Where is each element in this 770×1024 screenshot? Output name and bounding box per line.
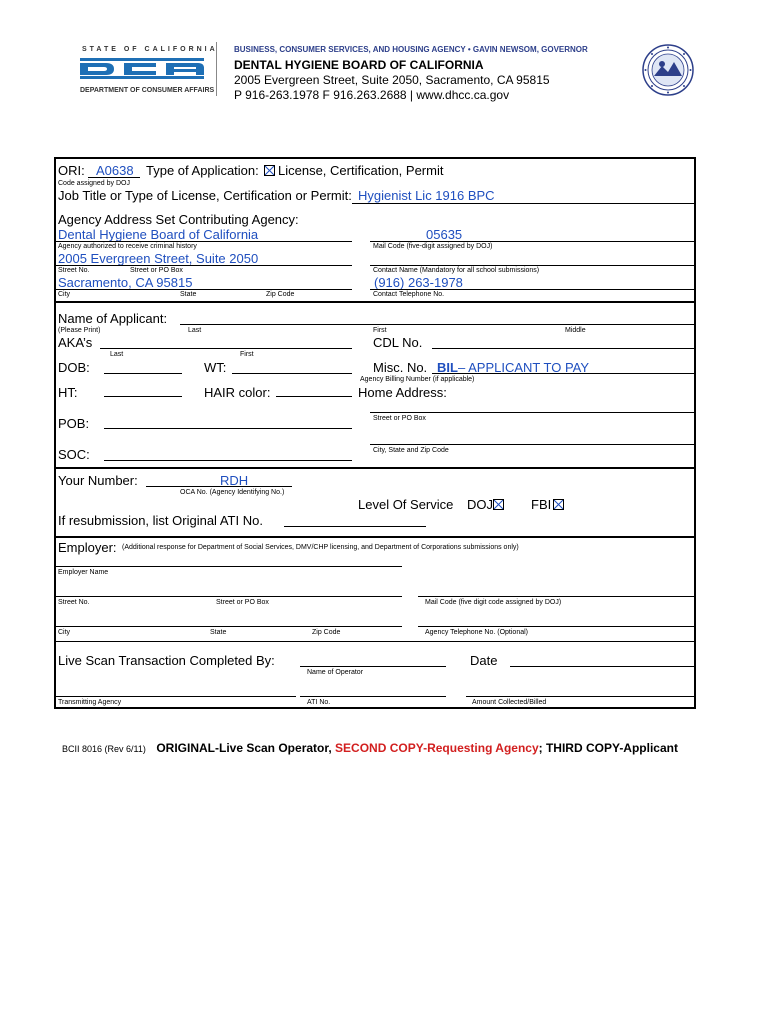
employer-phone-caption: Agency Telephone No. (Optional): [425, 629, 528, 636]
street-no-caption: Street No.: [58, 267, 90, 274]
copy-original: ORIGINAL-Live Scan Operator,: [156, 741, 336, 755]
city-caption: City: [58, 291, 71, 298]
street-line: [56, 265, 352, 266]
billing-caption: Agency Billing Number (if applicable): [360, 376, 475, 383]
street-po-caption: Street or PO Box: [130, 267, 183, 274]
employer-mail-code-line: [418, 596, 694, 597]
your-number-line: [146, 486, 292, 487]
header-divider: [216, 42, 217, 96]
section-divider-4: [54, 641, 696, 642]
applicant-middle-caption: Middle: [565, 327, 586, 334]
applicant-last-caption: Last: [188, 327, 202, 334]
misc-line: [432, 373, 694, 374]
type-value: License, Certification, Permit: [278, 163, 444, 178]
ht-line: [104, 396, 182, 397]
hair-label: HAIR color:: [204, 385, 271, 400]
akas-label: AKA’s: [58, 335, 93, 350]
zip-caption: Zip Code: [266, 291, 295, 298]
soc-line: [104, 460, 352, 461]
employer-city-line: [56, 626, 402, 627]
type-label: Type of Application:: [146, 163, 259, 178]
ori-label: ORI:: [58, 163, 85, 178]
job-label: Job Title or Type of License, Certification or Permit:: [58, 188, 352, 203]
employer-street-line: [56, 596, 402, 597]
phone-line: [370, 289, 694, 290]
employer-name-line: [56, 566, 402, 567]
date-line: [510, 666, 694, 667]
transmitting-caption: Transmitting Agency: [58, 699, 122, 706]
agency-line: BUSINESS, CONSUMER SERVICES, AND HOUSING AGENCY • GAVIN NEWSOM, GOVERNOR: [234, 45, 588, 54]
ori-value[interactable]: A0638: [96, 163, 134, 178]
doj-label: DOJ: [467, 497, 493, 512]
phone-value[interactable]: (916) 263-1978: [374, 275, 463, 290]
state-seal: [642, 44, 694, 96]
livescan-completed-label: Live Scan Transaction Completed By:: [58, 653, 275, 668]
please-print-caption: (Please Print): [58, 327, 101, 334]
employer-street-po-caption: Street or PO Box: [216, 599, 269, 606]
agency-address-label: Agency Address Set Contributing Agency:: [58, 212, 299, 227]
dca-logo-graphic: [80, 54, 204, 84]
home-street-line: [370, 412, 694, 413]
hair-line: [276, 396, 352, 397]
dob-label: DOB:: [58, 360, 90, 375]
dca-logo: [80, 54, 204, 84]
misc-label: Misc. No.: [373, 360, 428, 375]
street-value[interactable]: 2005 Evergreen Street, Suite 2050: [58, 251, 259, 266]
employer-state-caption: State: [210, 629, 227, 636]
misc-value[interactable]: – APPLICANT TO PAY: [458, 360, 590, 375]
transmitting-line: [56, 696, 296, 697]
aka-first-caption: First: [240, 351, 254, 358]
employer-phone-line: [418, 626, 694, 627]
ati-caption: ATI No.: [307, 699, 331, 706]
board-address: 2005 Evergreen Street, Suite 2050, Sacramento, CA 95815: [234, 73, 550, 87]
fbi-label: FBI: [531, 497, 552, 512]
employer-city-caption: City: [58, 629, 71, 636]
resubmission-line: [284, 526, 426, 527]
amount-line: [466, 696, 694, 697]
footer: [62, 739, 678, 757]
cdl-line: [432, 348, 694, 349]
applicant-name-label: Name of Applicant:: [58, 311, 168, 326]
copy-second: SECOND COPY-Requesting Agency: [335, 741, 539, 755]
home-street-caption: Street or PO Box: [373, 415, 426, 422]
section-divider-1: [54, 301, 696, 303]
resubmission-label: If resubmission, list Original ATI No.: [58, 513, 263, 528]
job-field-line: [352, 203, 694, 204]
dob-line: [104, 373, 182, 374]
fbi-checkbox[interactable]: [553, 499, 564, 510]
employer-mail-code-caption: Mail Code (five digit code assigned by DOJ): [425, 599, 562, 606]
agency-name-line: [56, 241, 352, 242]
akas-line: [100, 348, 352, 349]
agency-name[interactable]: Dental Hygiene Board of California: [58, 227, 259, 242]
mail-code-line: [370, 241, 694, 242]
doj-checkbox[interactable]: [493, 499, 504, 510]
employer-street-no-caption: Street No.: [58, 599, 90, 606]
checkbox-x-icon: [494, 500, 503, 509]
mail-code-value[interactable]: 05635: [426, 227, 463, 242]
job-value[interactable]: Hygienist Lic 1916 BPC: [358, 188, 495, 203]
mail-code-caption: Mail Code (five-digit assigned by DOJ): [373, 243, 493, 250]
employer-note: (Additional response for Department of Social Services, DMV/CHP licensing, and Department of Corporations submissions only): [122, 544, 519, 551]
checkbox-x-icon: [265, 166, 274, 175]
oca-caption: OCA No. (Agency Identifying No.): [180, 489, 285, 496]
employer-zip-caption: Zip Code: [312, 629, 341, 636]
board-name: DENTAL HYGIENE BOARD OF CALIFORNIA: [234, 58, 484, 72]
soc-label: SOC:: [58, 447, 90, 462]
home-address-label: Home Address:: [358, 385, 447, 400]
operator-line: [300, 666, 446, 667]
pob-label: POB:: [58, 416, 90, 431]
state-label: STATE OF CALIFORNIA: [82, 46, 218, 53]
wt-line: [232, 373, 352, 374]
dept-label: DEPARTMENT OF CONSUMER AFFAIRS: [80, 87, 215, 94]
state-caption: State: [180, 291, 197, 298]
copy-third: ; THIRD COPY-Applicant: [538, 741, 678, 755]
ori-caption: Code assigned by DOJ: [58, 180, 130, 187]
your-number-value[interactable]: RDH: [220, 473, 249, 488]
form-number: BCII 8016 (Rev 6/11): [62, 744, 146, 754]
seal-icon: [642, 44, 694, 96]
ati-line: [300, 696, 446, 697]
agency-name-caption: Agency authorized to receive criminal history: [58, 243, 197, 250]
date-label: Date: [470, 653, 498, 668]
employer-label: Employer:: [58, 540, 117, 555]
operator-caption: Name of Operator: [307, 669, 364, 676]
cdl-label: CDL No.: [373, 335, 423, 350]
contact-name-caption: Contact Name (Mandatory for all school submissions): [373, 267, 540, 274]
license-checkbox[interactable]: [264, 165, 275, 176]
board-contact: P 916-263.1978 F 916.263.2688 | www.dhcc.ca.gov: [234, 88, 510, 102]
ht-label: HT:: [58, 385, 78, 400]
city-line: [56, 289, 352, 290]
level-of-service-label: Level Of Service: [358, 497, 454, 512]
section-divider-2: [54, 467, 696, 469]
employer-name-caption: Employer Name: [58, 569, 109, 576]
city-value[interactable]: Sacramento, CA 95815: [58, 275, 193, 290]
contact-name-line: [370, 265, 694, 266]
wt-label: WT:: [204, 360, 227, 375]
misc-bil[interactable]: BIL: [437, 360, 458, 375]
pob-line: [104, 428, 352, 429]
section-divider-3: [54, 536, 696, 538]
ori-field-line: [88, 177, 140, 178]
your-number-label: Your Number:: [58, 473, 138, 488]
amount-caption: Amount Collected/Billed: [472, 699, 547, 706]
home-city-caption: City, State and Zip Code: [373, 447, 449, 454]
aka-last-caption: Last: [110, 351, 124, 358]
applicant-first-caption: First: [373, 327, 387, 334]
home-city-line: [370, 444, 694, 445]
checkbox-x-icon: [554, 500, 563, 509]
applicant-name-line: [180, 324, 694, 325]
phone-caption: Contact Telephone No.: [373, 291, 445, 298]
